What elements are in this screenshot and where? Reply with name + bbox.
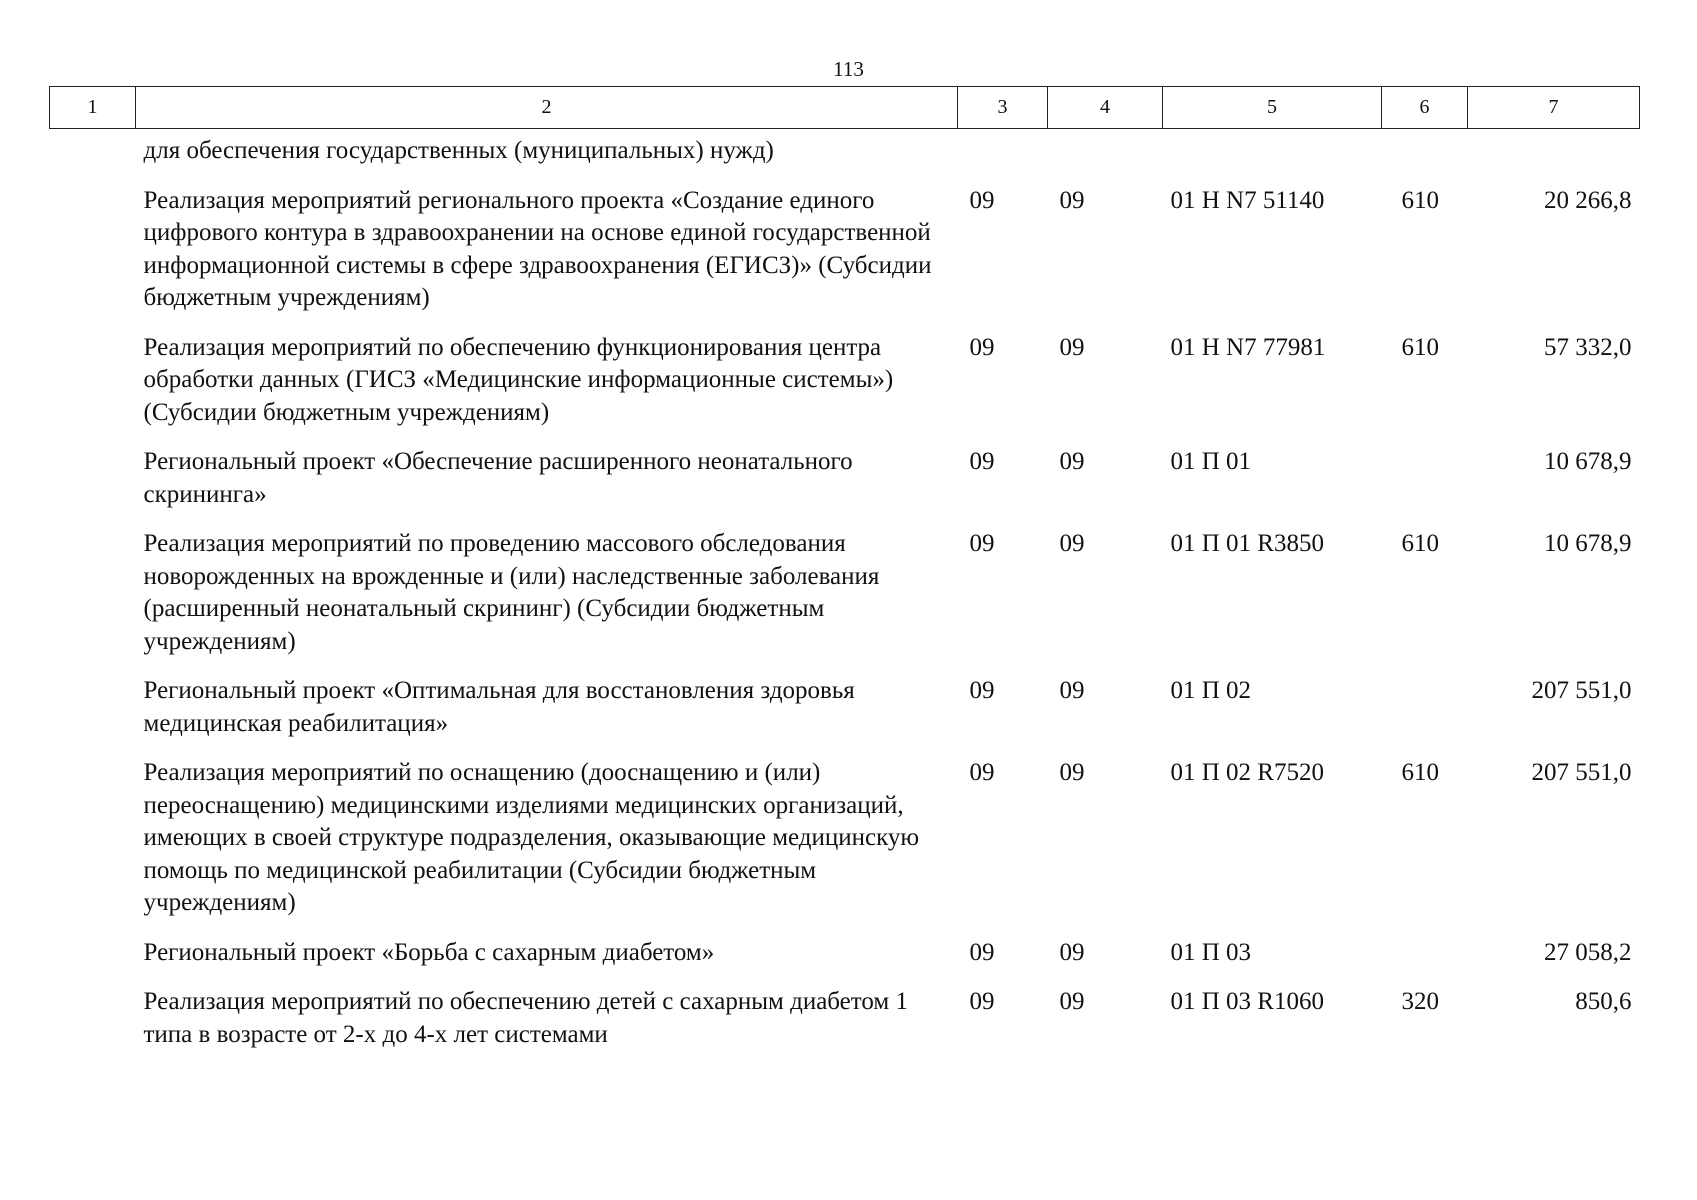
row-name: Региональный проект «Обеспечение расширенного неонатального скрининга» [143, 448, 853, 508]
row-amount: 27 058,2 [1544, 938, 1632, 966]
row-target-article: 01 П 02 [1170, 677, 1252, 704]
row-name: Реализация мероприятий по проведению массового обследования новорожденных на врожденные и (или) наследственные заболевания (расширенный неонатальный скрининг) (Субсидии бюджетным учреждениям) [143, 530, 880, 655]
table-row [50, 315, 1640, 430]
row-subsection: 09 [1059, 988, 1085, 1015]
row-target-article: 01 П 02 R7520 [1170, 759, 1324, 786]
header-col-2: 2 [136, 87, 958, 129]
header-col-6: 6 [1382, 87, 1468, 129]
row-expense-type: 320 [1401, 988, 1439, 1015]
row-section: 09 [969, 677, 995, 704]
row-expense-type [1382, 429, 1468, 511]
row-subsection: 09 [1059, 677, 1085, 704]
header-row [50, 87, 1640, 129]
row-section: 09 [969, 938, 995, 966]
continuation-text: для обеспечения государственных (муниципальных) нужд) [143, 137, 774, 164]
row-expense-type [1382, 658, 1468, 740]
row-expense-type: 610 [1401, 530, 1439, 557]
row-target-article: 01 П 03 [1170, 938, 1252, 966]
row-subsection: 09 [1059, 333, 1085, 361]
row-target-article: 01 П 03 R1060 [1170, 988, 1324, 1015]
table-row [50, 658, 1640, 740]
header-col-7: 7 [1468, 87, 1640, 129]
page-number: 113 [833, 57, 864, 81]
header-col-1: 1 [50, 87, 136, 129]
header-col-5: 5 [1163, 87, 1382, 129]
row-subsection: 09 [1059, 186, 1085, 214]
row-subsection: 09 [1059, 448, 1085, 475]
row-expense-type: 610 [1401, 186, 1439, 214]
row-target-article: 01 Н N7 77981 [1170, 333, 1326, 361]
row-amount: 207 551,0 [1531, 759, 1632, 786]
row-section: 09 [969, 530, 995, 557]
row-section: 09 [969, 333, 995, 361]
row-section: 09 [969, 448, 995, 475]
row-name: Региональный проект «Борьба с сахарным диабетом» [143, 938, 715, 966]
table-row [50, 969, 1640, 1051]
table-body [50, 129, 1640, 1052]
row-subsection: 09 [1059, 938, 1085, 966]
row-target-article: 01 Н N7 51140 [1170, 186, 1325, 214]
row-section: 09 [969, 759, 995, 786]
header-col-3: 3 [958, 87, 1048, 129]
row-amount: 57 332,0 [1544, 333, 1632, 361]
table-row [50, 168, 1640, 315]
row-expense-type: 610 [1401, 759, 1439, 786]
row-expense-type: 610 [1401, 333, 1439, 361]
header-col-4: 4 [1048, 87, 1163, 129]
row-name: Реализация мероприятий по обеспечению функционирования центра обработки данных (ГИСЗ «Медицинские информационные системы») (Субсидии бюджетным учреждениям) [143, 333, 894, 426]
row-target-article: 01 П 01 [1170, 448, 1252, 475]
table-row [50, 429, 1640, 511]
row-name: Реализация мероприятий по обеспечению детей с сахарным диабетом 1 типа в возрасте от 2-х до 4-х лет системами [143, 988, 908, 1048]
budget-table [49, 86, 1640, 1051]
row-name: Реализация мероприятий по оснащению (дооснащению и (или) переоснащению) медицинскими изделиями медицинских организаций, имеющих в своей структуре подразделения, оказывающие медицинскую помощь по медицинской реабилитации (Субсидии бюджетным учреждениям) [143, 759, 920, 916]
row-expense-type [1382, 920, 1468, 970]
table-row [50, 920, 1640, 970]
row-amount: 207 551,0 [1531, 677, 1632, 704]
row-subsection: 09 [1059, 530, 1085, 557]
table-header [50, 87, 1640, 129]
table-row [50, 511, 1640, 658]
row-subsection: 09 [1059, 759, 1085, 786]
row-name: Реализация мероприятий регионального проекта «Создание единого цифрового контура в здравоохранении на основе единой государственной информационной системы в сфере здравоохранения (ЕГИСЗ)» (Субсидии бюджетным учреждениям) [143, 186, 932, 311]
row-amount: 850,6 [1575, 988, 1632, 1015]
row-amount: 10 678,9 [1544, 530, 1632, 557]
row-amount: 20 266,8 [1544, 186, 1632, 214]
row-amount: 10 678,9 [1544, 448, 1632, 475]
row-target-article: 01 П 01 R3850 [1170, 530, 1324, 557]
row-name: Региональный проект «Оптимальная для восстановления здоровья медицинская реабилитация» [143, 677, 855, 737]
table-row [50, 740, 1640, 920]
continuation-row [50, 129, 1640, 168]
row-section: 09 [969, 186, 995, 214]
row-section: 09 [969, 988, 995, 1015]
